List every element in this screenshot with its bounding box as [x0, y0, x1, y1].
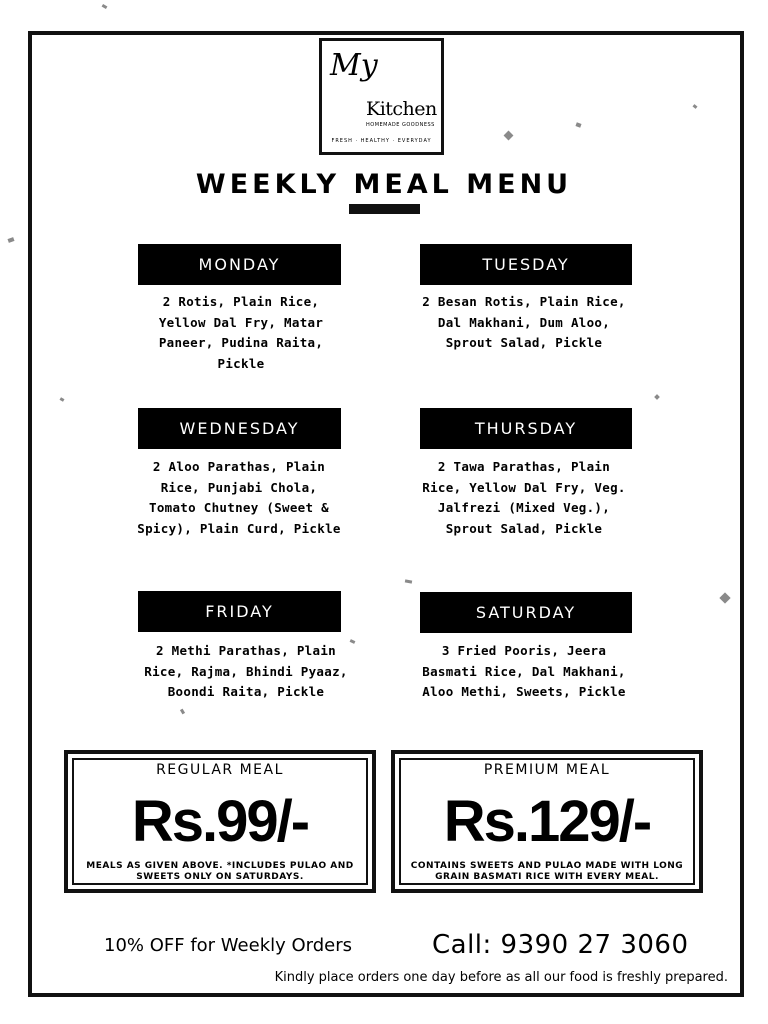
call-number[interactable]: Call: 9390 27 3060 [432, 930, 689, 960]
day-items-tuesday: 2 Besan Rotis, Plain Rice, Dal Makhani, Dum Aloo, Sprout Salad, Pickle [422, 294, 626, 350]
logo-subtitle: HOMEMADE GOODNESS [366, 122, 435, 128]
day-label-friday: FRIDAY [138, 591, 341, 632]
premium-meal-price: Rs.129/- [443, 789, 651, 854]
day-label-saturday: SATURDAY [420, 592, 632, 633]
day-label-monday: MONDAY [138, 244, 341, 285]
order-note: Kindly place orders one day before as all our food is freshly prepared. [274, 970, 728, 985]
day-items-friday: 2 Methi Parathas, Plain Rice, Rajma, Bhindi Pyaaz, Boondi Raita, Pickle [144, 643, 348, 699]
background-speck [7, 237, 14, 243]
day-label-wednesday: WEDNESDAY [138, 408, 341, 449]
logo-word-kitchen: Kitchen [366, 98, 437, 120]
title-underline [349, 204, 420, 214]
logo-tagline: FRESH · HEALTHY · EVERYDAY [331, 138, 432, 144]
premium-meal-note: CONTAINS SWEETS AND PULAO MADE WITH LONG GRAIN BASMATI RICE WITH EVERY MEAL. [410, 861, 684, 882]
kitchen-logo [319, 38, 444, 155]
day-items-saturday: 3 Fried Pooris, Jeera Basmati Rice, Dal Makhani, Aloo Methi, Sweets, Pickle [422, 643, 626, 699]
regular-meal-price: Rs.99/- [131, 789, 309, 854]
day-label-tuesday: TUESDAY [420, 244, 632, 285]
menu-title: WEEKLY MEAL MENU [195, 169, 573, 200]
weekly-discount: 10% OFF for Weekly Orders [104, 935, 353, 956]
day-label-thursday: THURSDAY [420, 408, 632, 449]
regular-meal-box [64, 750, 376, 893]
regular-meal-note: MEALS AS GIVEN ABOVE. *INCLUDES PULAO AND SWEETS ONLY ON SATURDAYS. [86, 861, 354, 882]
premium-meal-box [391, 750, 703, 893]
premium-meal-name: PREMIUM MEAL [483, 762, 611, 778]
day-items-thursday: 2 Tawa Parathas, Plain Rice, Yellow Dal Fry, Veg. Jalfrezi (Mixed Veg.), Sprout Salad, Pickle [422, 459, 626, 536]
day-items-wednesday: 2 Aloo Parathas, Plain Rice, Punjabi Chola, Tomato Chutney (Sweet & Spicy), Plain Curd, Pickle [137, 459, 341, 536]
regular-meal-name: REGULAR MEAL [156, 762, 284, 778]
logo-word-my: My [330, 48, 378, 83]
background-speck [102, 4, 108, 9]
day-items-monday: 2 Rotis, Plain Rice, Yellow Dal Fry, Matar Paneer, Pudina Raita, Pickle [158, 294, 324, 371]
